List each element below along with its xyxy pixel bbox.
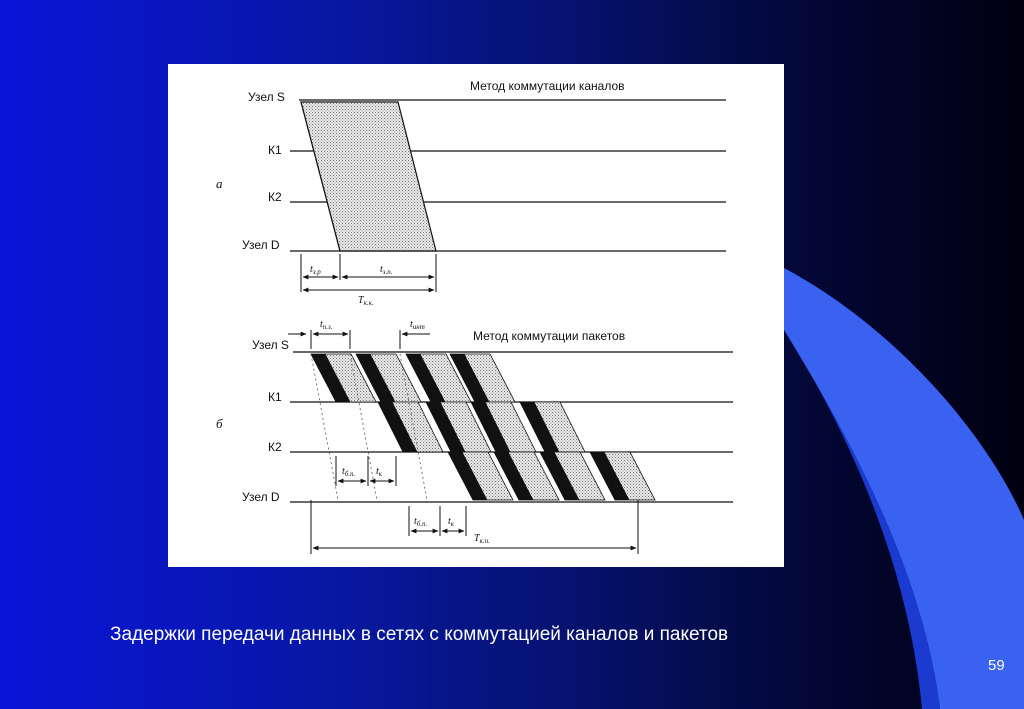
label-T-circuit-total: $T_{к.к.}$ — [358, 295, 374, 307]
label-t-k-k2: $t_к$ — [376, 466, 383, 478]
part-a-marker: а — [216, 176, 223, 191]
part-a-node-k2-label: К2 — [268, 190, 282, 204]
label-t-transfer: $t_{з.п.}$ — [380, 264, 393, 276]
page-number: 59 — [988, 657, 1005, 674]
circuit-transfer-band — [301, 102, 436, 251]
part-b-node-k1-label: К1 — [268, 390, 282, 404]
part-a-title: Метод коммутации каналов — [470, 79, 625, 93]
part-b-node-d-label: Узел D — [242, 490, 280, 504]
part-b-title: Метод коммутации пакетов — [473, 329, 626, 343]
part-a-node-k1-label: К1 — [268, 143, 282, 157]
packet-blocks — [311, 354, 655, 500]
part-a-node-d-label: Узел D — [242, 238, 280, 252]
part-b-marker: б — [216, 416, 223, 431]
label-t-buffer-d: $t_{б.п.}$ — [414, 516, 428, 528]
delay-diagram — [168, 64, 784, 567]
part-b-node-k2-label: К2 — [268, 440, 282, 454]
figure-panel — [168, 64, 784, 567]
label-t-setup: $t_{з.р}$ — [310, 264, 321, 276]
part-b-top-dimensions — [288, 330, 430, 349]
label-t-packet-transfer: $t_{п.з.}$ — [320, 319, 333, 331]
label-t-k-d: $t_к$ — [448, 516, 455, 528]
label-t-buffer-k2: $t_{б.п.}$ — [342, 466, 356, 478]
part-b-node-s-label: Узел S — [252, 338, 289, 352]
label-t-interval: $t_{инт}$ — [410, 319, 425, 331]
part-a-node-s-label: Узел S — [248, 90, 285, 104]
slide-caption: Задержки передачи данных в сетях с коммутацией каналов и пакетов — [110, 624, 729, 645]
part-a-dimensions — [301, 254, 436, 292]
accent-wave-shape — [784, 268, 1024, 709]
label-T-packet-total: $T_{к.п.}$ — [474, 533, 490, 545]
